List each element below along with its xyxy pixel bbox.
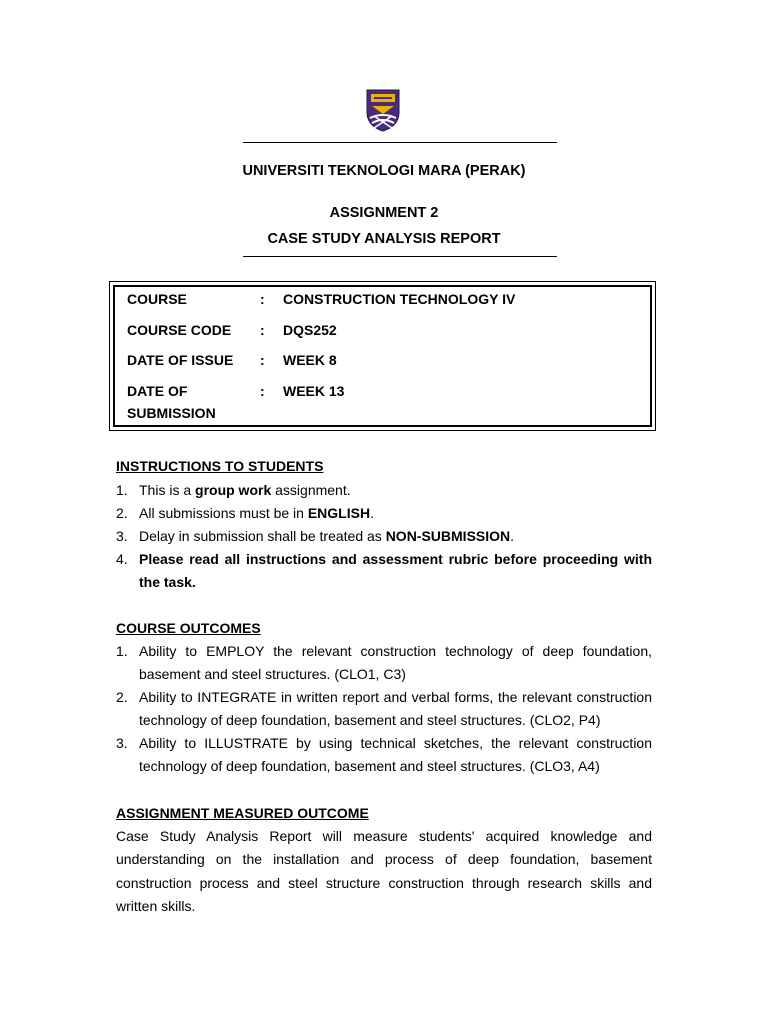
outcome-text: Ability to INTEGRATE in written report and verbal forms, the relevant construction technology of deep foundation, basement and steel structures. (CLO2, P4) bbox=[139, 689, 652, 729]
instruction-item bbox=[116, 548, 652, 595]
assignment-number: ASSIGNMENT 2 bbox=[329, 205, 439, 221]
date-of-submission-colon: : bbox=[260, 383, 265, 399]
instruction-text-end: assignment. bbox=[271, 482, 351, 498]
date-of-submission-value: WEEK 13 bbox=[283, 383, 345, 399]
instruction-text: All submissions must be in bbox=[139, 505, 308, 521]
date-of-issue-label: DATE OF ISSUE bbox=[127, 352, 234, 368]
university-logo bbox=[364, 88, 402, 132]
measured-outcome-text: Case Study Analysis Report will measure students' acquired knowledge and understanding on the installation and process of deep foundation, basement construction process and steel structure construction through research skills and written skills. bbox=[116, 828, 652, 914]
outcome-number: 3. bbox=[116, 735, 128, 751]
course-code-value: DQS252 bbox=[283, 322, 337, 338]
date-of-submission-label-line2: SUBMISSION bbox=[127, 405, 216, 421]
date-of-issue-value: WEEK 8 bbox=[283, 352, 337, 368]
instruction-text: Delay in submission shall be treated as bbox=[139, 528, 386, 544]
course-label: COURSE bbox=[127, 291, 187, 307]
title-divider bbox=[243, 256, 557, 257]
instruction-number: 1. bbox=[116, 482, 128, 498]
instruction-text: This is a bbox=[139, 482, 196, 498]
instruction-number: 4. bbox=[116, 551, 128, 567]
instruction-text-end: . bbox=[370, 505, 374, 521]
top-divider bbox=[243, 142, 557, 143]
course-colon: : bbox=[260, 291, 265, 307]
instruction-text-end: . bbox=[510, 528, 515, 544]
measured-outcome-heading: ASSIGNMENT MEASURED OUTCOME bbox=[116, 805, 369, 821]
outcome-number: 1. bbox=[116, 643, 128, 659]
university-name: UNIVERSITI TEKNOLOGI MARA (PERAK) bbox=[242, 163, 526, 179]
course-outcomes-heading: COURSE OUTCOMES bbox=[116, 620, 261, 636]
course-value: CONSTRUCTION TECHNOLOGY IV bbox=[283, 291, 516, 307]
outcome-text: Ability to ILLUSTRATE by using technical sketches, the relevant construction technology of deep foundation, basement and steel structures. (CLO3, A4) bbox=[139, 735, 652, 775]
outcome-item bbox=[116, 732, 652, 779]
instructions-heading: INSTRUCTIONS TO STUDENTS bbox=[116, 458, 324, 474]
instruction-emphasis: Please read all instructions and assessment rubric before proceeding with the task. bbox=[139, 551, 652, 591]
outcome-item bbox=[116, 686, 652, 733]
course-code-colon: : bbox=[260, 322, 265, 338]
date-of-issue-colon: : bbox=[260, 352, 265, 368]
course-code-label: COURSE CODE bbox=[127, 322, 232, 338]
instruction-item bbox=[116, 525, 652, 548]
instruction-number: 3. bbox=[116, 528, 128, 544]
outcome-item bbox=[116, 640, 652, 687]
instruction-item bbox=[116, 479, 652, 502]
outcome-text: Ability to EMPLOY the relevant construction technology of deep foundation, basement and steel structures. (CLO1, C3) bbox=[139, 643, 652, 683]
instruction-number: 2. bbox=[116, 505, 128, 521]
instruction-emphasis: NON-SUBMISSION bbox=[385, 528, 511, 544]
instruction-emphasis: group work bbox=[195, 482, 272, 498]
instruction-emphasis: ENGLISH bbox=[307, 505, 371, 521]
date-of-submission-label: DATE OF bbox=[127, 383, 188, 399]
instruction-item bbox=[116, 502, 652, 525]
report-title: CASE STUDY ANALYSIS REPORT bbox=[267, 231, 501, 247]
outcome-number: 2. bbox=[116, 689, 128, 705]
